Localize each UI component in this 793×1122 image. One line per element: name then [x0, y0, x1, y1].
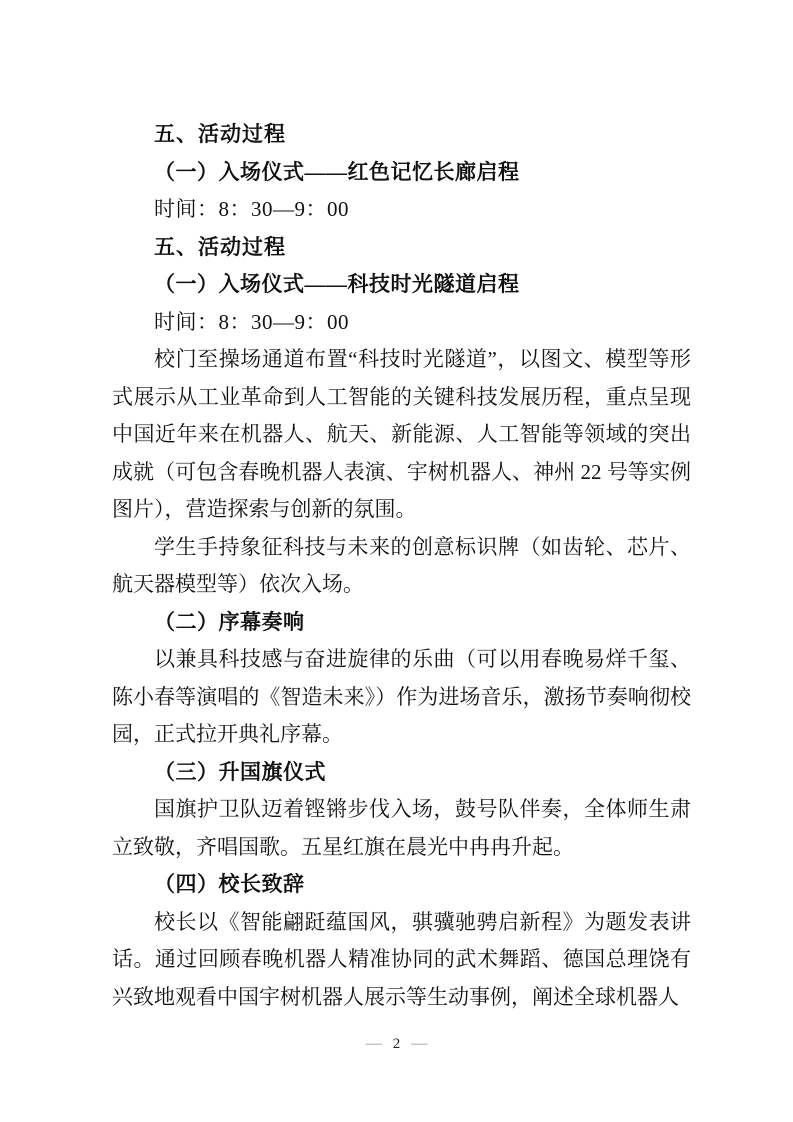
heading-level2: （三）升国旗仪式 — [154, 759, 326, 784]
paragraph: 校长以《智能翩跹蕴国风，骐骥驰骋启新程》为题发表讲话。通过回顾春晚机器人精准协同的武术舞蹈、德国总理饶有兴致地观看中国宇树机器人展示等生动事例，阐述全球机器人 — [112, 909, 691, 1009]
heading-level1: 五、活动过程 — [154, 123, 286, 146]
paragraph: 校门至操场通道布置“科技时光隧道”，以图文、模型等形式展示从工业革命到人工智能的关键科技发展历程，重点呈现中国近年来在机器人、航天、新能源、人工智能等领域的突出成就（可包含春晚机器人表演、宇树机器人、神州 22 号等实例图片），营造探索与创新的氛围。 — [112, 347, 691, 521]
footer-left-dash: — — [365, 1035, 382, 1052]
paragraph: 学生手持象征科技与未来的创意标识牌（如齿轮、芯片、航天器模型等）依次入场。 — [112, 534, 691, 596]
heading-level1: 五、活动过程 — [154, 235, 286, 259]
paragraph: 以兼具科技感与奋进旋律的乐曲（可以用春晚易烊千玺、陈小春等演唱的《智造未来》）作为进场音乐，激扬节奏响彻校园，正式拉开典礼序幕。 — [112, 647, 691, 746]
time-line: 时间：8：30—9：00 — [154, 309, 349, 334]
paragraph: 国旗护卫队迈着铿锵步伐入场，鼓号队伴奏，全体师生肃立致敬，齐唱国歌。五星红旗在晨光中冉冉升起。 — [112, 797, 691, 859]
document-content — [112, 116, 691, 1016]
time-line: 时间：8：30—9：00 — [154, 197, 349, 221]
heading-level2: （一）入场仪式——红色记忆长廊启程 — [154, 159, 520, 184]
footer-right-dash: — — [411, 1035, 428, 1052]
heading-level2: （一）入场仪式——科技时光隧道启程 — [154, 272, 520, 296]
page-footer — [0, 1033, 793, 1055]
page-number: 2 — [392, 1036, 401, 1052]
heading-level2: （四）校长致辞 — [154, 872, 305, 896]
heading-level2: （二）序幕奏响 — [154, 609, 305, 634]
